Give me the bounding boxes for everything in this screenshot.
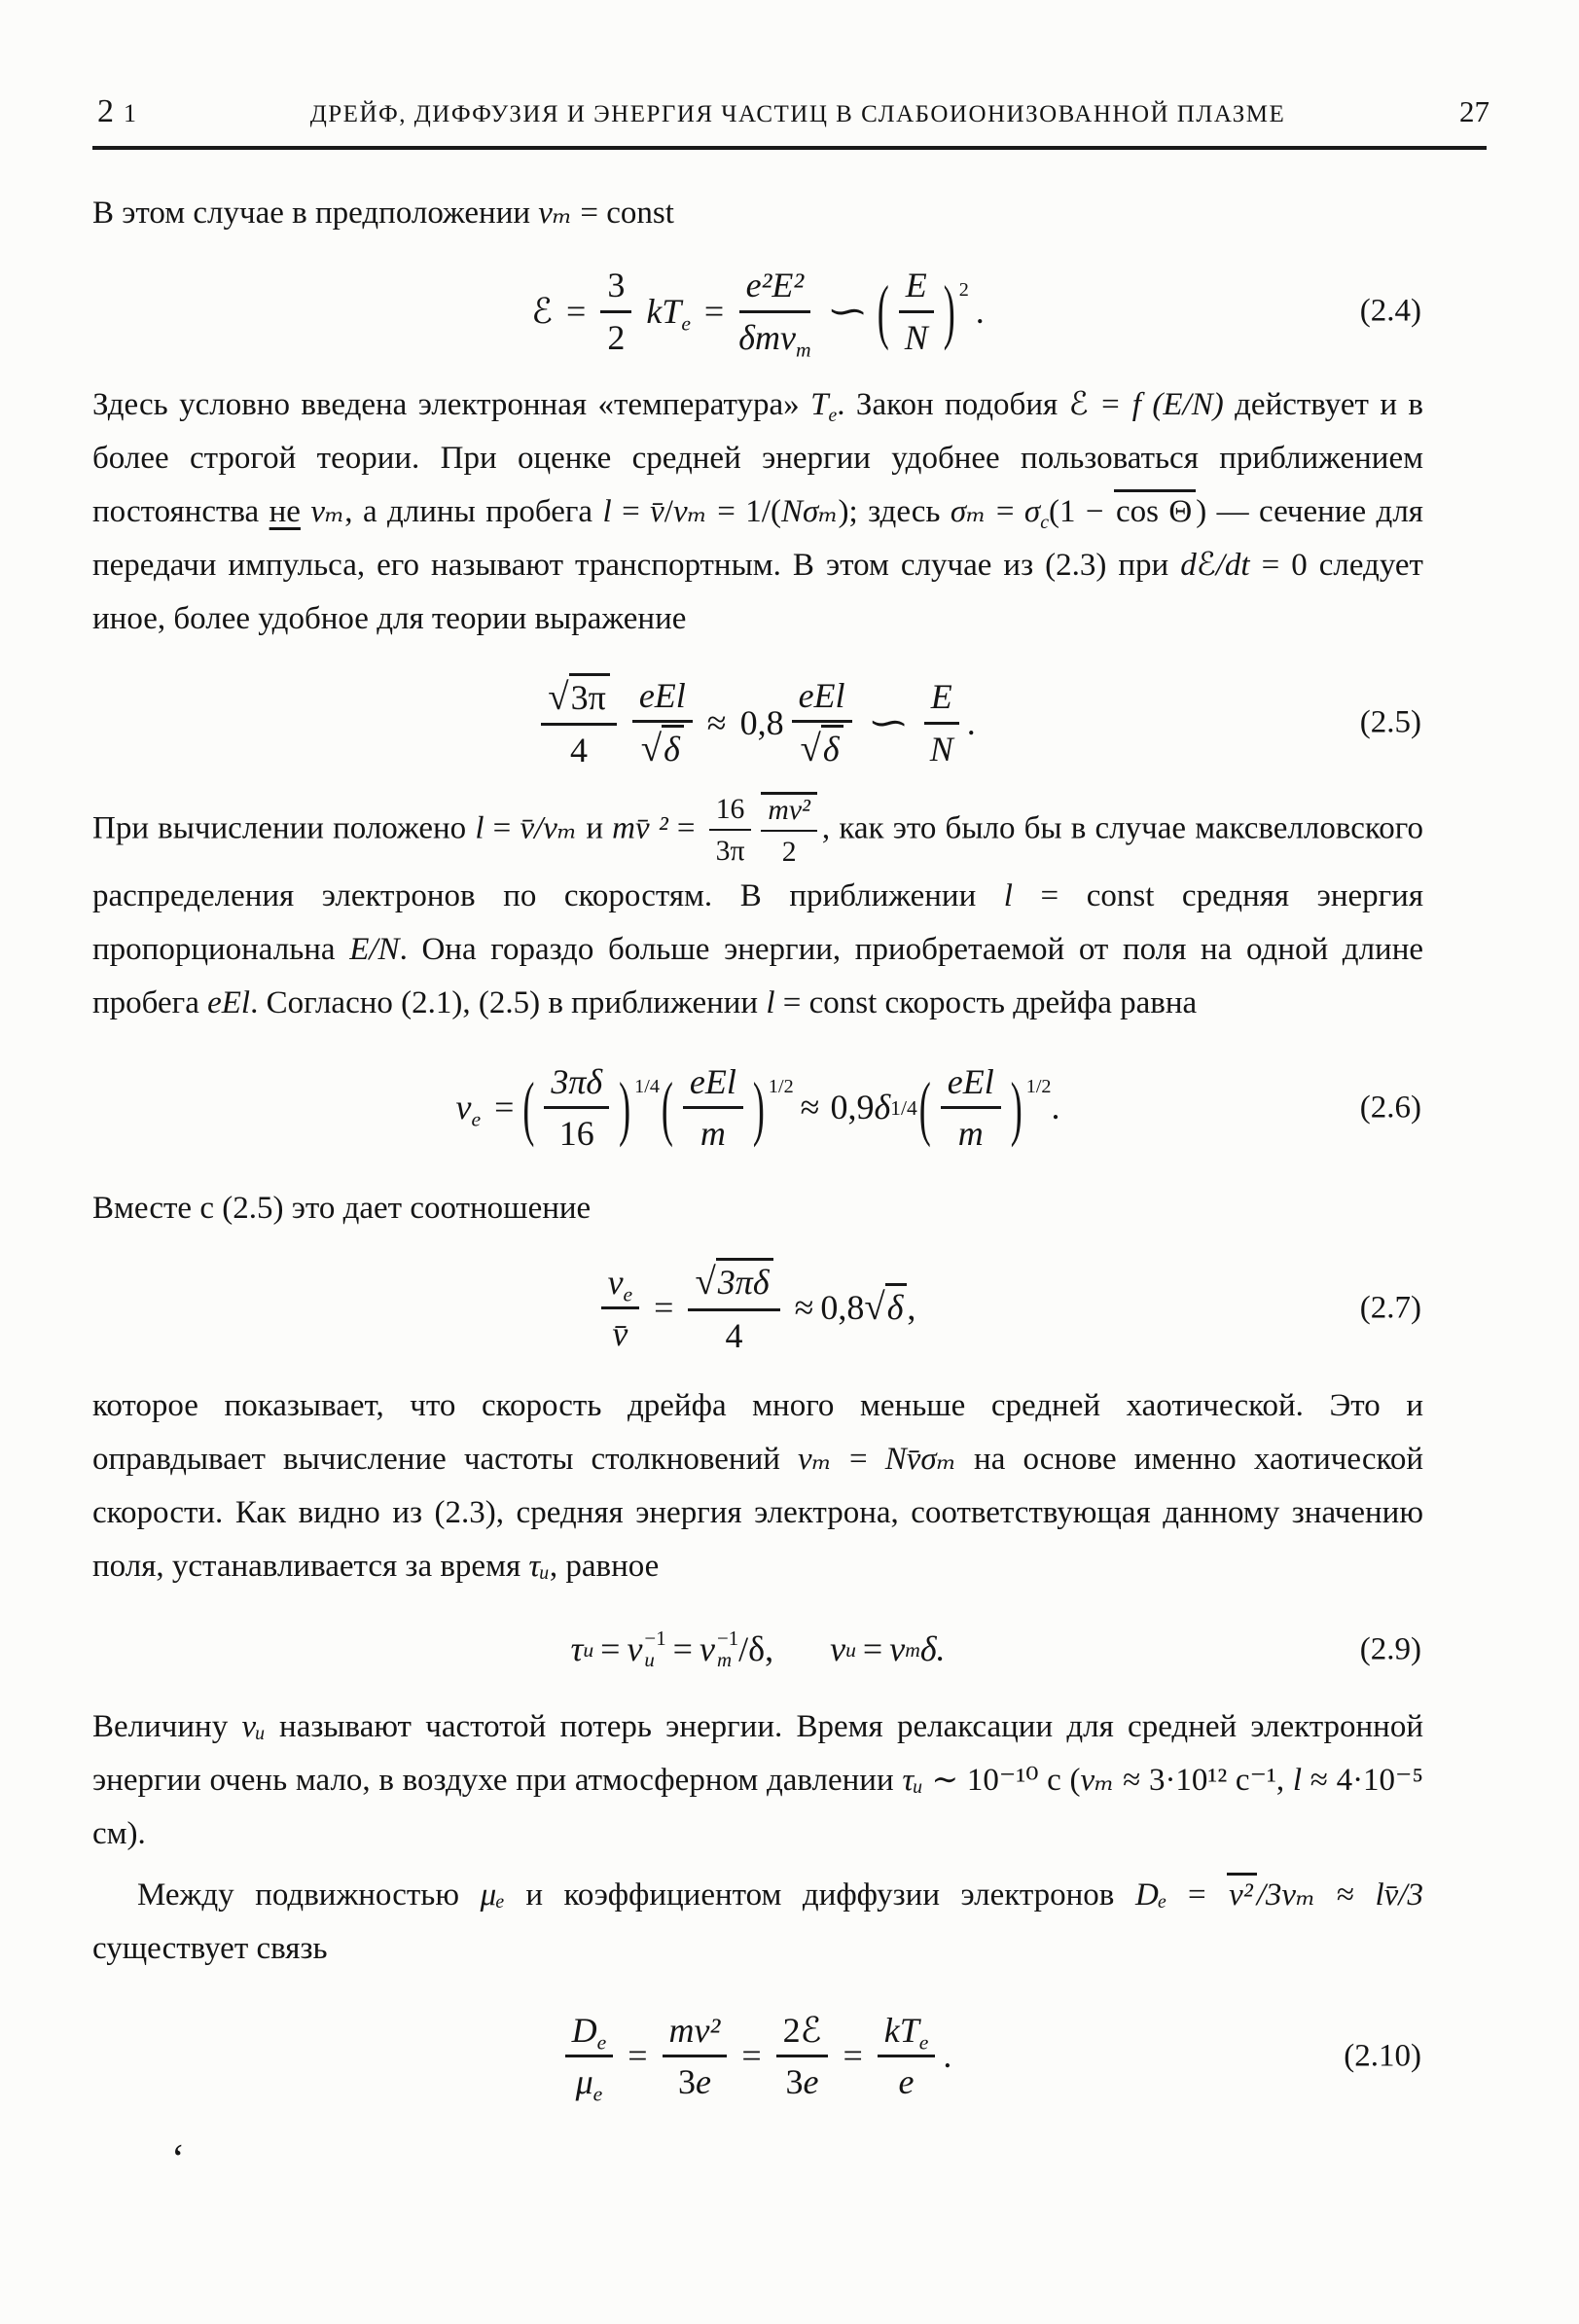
equation-2-4: ℰ = $\frac{3}{2}$ $kT_e$ = $\frac{\text{e²E²}}{\delta m\nu_m}$ ∽ ( $\frac{E}{N}$ ) 2 . (2.4) xyxy=(531,266,1421,362)
fraction: $\frac{3}{2}$ xyxy=(600,266,631,357)
fraction: $\frac{\text{eEl}}{m}$ xyxy=(941,1062,1001,1154)
page-header xyxy=(0,0,1579,130)
fraction: $\frac{kT_e}{e}$ xyxy=(878,2011,936,2102)
inline-fraction: $\frac{\text{mv²}}{2}$ xyxy=(761,792,817,870)
paragraph-mobility-diffusion: Между подвижностью μₑ и коэффициентом диффузии электронов Dₑ = v² /3νₘ ≈ lv̄/3 существует связь xyxy=(92,1869,1423,1976)
equation-2-6: $v_e$ = ( $\frac{3\pi\delta}{16}$ ) 1/4 ( $\frac{\text{eEl}}{m}$ ) 1/2 ≈ 0,9 δ 1/4 ( $\frac{\text{eEl}}{m}$ ) 1/2 . (2.6) xyxy=(455,1061,1421,1154)
overline-v-squared: v² xyxy=(1227,1873,1257,1913)
intro-line: В этом случае в предположении νₘ = const xyxy=(92,196,674,231)
proportional-sign: ∽ xyxy=(825,290,869,332)
section-number: 2 1 xyxy=(97,93,136,129)
fraction: $\frac{\text{2ℰ}}{3e}$ xyxy=(776,2011,829,2102)
fraction: $\frac{3\pi\delta}{16}$ xyxy=(544,1062,609,1154)
fraction: $\frac{D_e}{\mu_e}$ xyxy=(565,2011,614,2102)
overline-cos-theta: cos Θ xyxy=(1114,489,1196,529)
paragraph-maxwellian: При вычислении положено l = v̄/νₘ и mv̄ ² = $\frac{16}{3\pi}$ $\frac{\text{mv²}}{2}$ , как это было бы в случае максвелловского распределения электронов по скоростям. В приближении l = const средняя энергия пропорциональна E/N. Она гораздо больше энергии, приобретаемой от поля на одной длине пробега eEl. Согласно (2.1), (2.5) в приближении l = const скорость дрейфа равна xyxy=(92,793,1424,1020)
equation-2-10: $\frac{D_e}{\mu_e}$ = $\frac{\text{mv²}}{3e}$ = $\frac{\text{2ℰ}}{3e}$ = $\frac{kT_e}{e}$ . (2.10) xyxy=(92,1989,1423,2124)
paragraph-similarity-law: Здесь условно введена электронная «температура» $T_e$. Закон подобия ℰ = f (E/N) действует и в более строгой теории. При оценке средней энергии удобнее пользоваться приближением постоянства не νₘ, а длины пробега l = v̄/νₘ = 1/(Nσₘ); здесь $\sigma_m = \sigma_c(1 - \cos \Theta$ ) — сечение для передачи импульса, его называют транспортным. В этом случае из (2.3) при dℰ/dt = 0 следует иное, более удобное для теории выражение xyxy=(92,387,1424,636)
equation-number: (2.10) xyxy=(1344,2037,1421,2073)
fraction: $\frac{√3\pi\delta}{4}$ xyxy=(688,1261,779,1355)
fraction: $\frac{\text{eEl}}{m}$ xyxy=(683,1062,743,1154)
equation-number: (2.4) xyxy=(1359,293,1421,329)
page-number: 27 xyxy=(1459,94,1489,128)
fraction: $\frac{\text{mv²}}{3e}$ xyxy=(663,2011,728,2102)
equation-number: (2.6) xyxy=(1359,1089,1421,1125)
page-body xyxy=(0,187,1579,2124)
fraction: $\frac{√3\pi}{4}$ xyxy=(541,676,617,770)
running-title: ДРЕЙФ, ДИФФУЗИЯ И ЭНЕРГИЯ ЧАСТИЦ В СЛАБОИОНИЗОВАННОЙ ПЛАЗМЕ xyxy=(309,101,1286,127)
fraction: $\frac{\text{e²E²}}{\delta m\nu_m}$ xyxy=(738,266,811,362)
fraction: $\frac{E}{N}$ xyxy=(899,266,934,357)
fraction: $\frac{\text{eEl}}{√\delta}$ xyxy=(792,676,852,770)
equation-2-5: $\frac{√3\pi}{4}$ $\frac{\text{eEl}}{√\delta}$ ≈ 0,8 $\frac{\text{eEl}}{√\delta}$ ∽ $\frac{E}{N}$ . (2.5) xyxy=(92,663,1423,782)
proportional-sign: ∽ xyxy=(866,701,910,743)
fraction: $\frac{\text{eEl}}{√\delta}$ xyxy=(632,676,693,770)
paragraph-energy-loss: Величину νᵤ называют частотой потерь энергии. Время релаксации для средней электронной энергии очень мало, в воздухе при атмосферном давлении τᵤ ∼ 10⁻¹⁰ с (νₘ ≈ 3·10¹² с⁻¹, l ≈ 4·10⁻⁵ см). xyxy=(92,1708,1423,1851)
equation-number: (2.5) xyxy=(1359,704,1421,740)
scan-artifact: ‘ xyxy=(171,2137,185,2182)
fraction: $\frac{E}{N}$ xyxy=(924,677,959,769)
line-together-with: Вместе с (2.5) это дает соотношение xyxy=(92,1190,592,1226)
equation-2-7: $\frac{v_e}{v̄}$ = $\frac{√3\pi\delta}{4}$ ≈ 0,8 √δ , (2.7) xyxy=(92,1247,1423,1370)
equation-number: (2.7) xyxy=(1359,1289,1421,1325)
header-rule xyxy=(92,146,1487,150)
paragraph-chaotic-speed: которое показывает, что скорость дрейфа много меньше средней хаотической. Это и оправдывает вычисление частоты столкновений νₘ = Nv̄σₘ на основе именно хаотической скорости. Как видно из (2.3), средняя энергия электрона, соответствующая данному значению поля, устанавливается за время τᵤ, равное xyxy=(92,1387,1423,1584)
equation-number: (2.9) xyxy=(1359,1630,1421,1666)
inline-fraction: $\frac{16}{3\pi}$ xyxy=(709,794,752,869)
equation-2-9: τ u = ν −1 u = ν −1 m /δ, ν u = ν m δ. (2.9) xyxy=(570,1626,1421,1671)
fraction: $\frac{v_e}{v̄}$ xyxy=(601,1263,640,1354)
